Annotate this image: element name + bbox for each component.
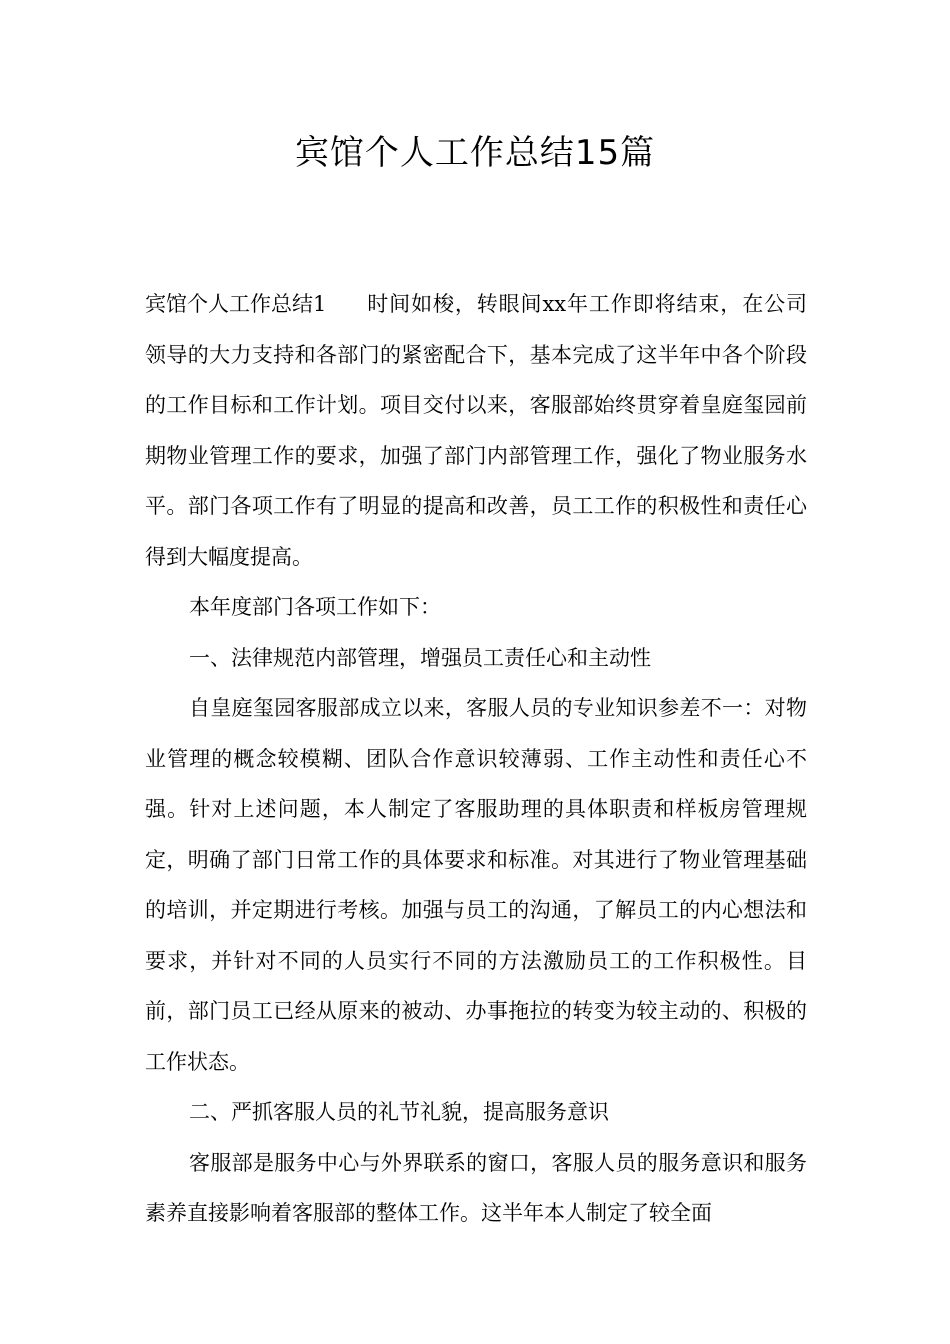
heading-section-1: 一、法律规范内部管理，增强员工责任心和主动性 — [189, 645, 651, 670]
document-title: 宾馆个人工作总结15篇 — [294, 133, 656, 173]
paragraph-2: 本年度部门各项工作如下： — [189, 595, 441, 619]
document-body — [145, 279, 807, 1239]
paragraph-4: 客服部是服务中心与外界联系的窗口，客服人员的服务意识和服务素养直接影响着客服部的整体工作。这半年本人制定了较全面 — [145, 1150, 807, 1225]
paragraph-1 — [145, 279, 807, 582]
heading-section-2: 二、严抓客服人员的礼节礼貌，提高服务意识 — [189, 1100, 609, 1124]
paragraph-3: 自皇庭玺园客服部成立以来，客服人员的专业知识参差不一：对物业管理的概念较模糊、团队合作意识较薄弱、工作主动性和责任心不强。针对上述问题，本人制定了客服助理的具体职责和样板房管理规定，明确了部门日常工作的具体要求和标准。对其进行了物业管理基础的培训，并定期进行考核。加强与员工的沟通，了解员工的内心想法和要求，并针对不同的人员实行不同的方法激励员工的工作积极性。目前，部门员工已经从原来的被动、办事拖拉的转变为较主动的、积极的工作状态。 — [145, 696, 807, 1074]
paragraph-1-text: 时间如梭，转眼间xx年工作即将结束，在公司领导的大力支持和各部门的紧密配合下，基本完成了这半年中各个阶段的工作目标和工作计划。项目交付以来，客服部始终贯穿着皇庭玺园前期物业管理工作的要求，加强了部门内部管理工作，强化了物业服务水平。部门各项工作有了明显的提高和改善，员工工作的积极性和责任心得到大幅度提高。 — [145, 292, 807, 569]
section-label: 宾馆个人工作总结1 — [145, 292, 327, 316]
